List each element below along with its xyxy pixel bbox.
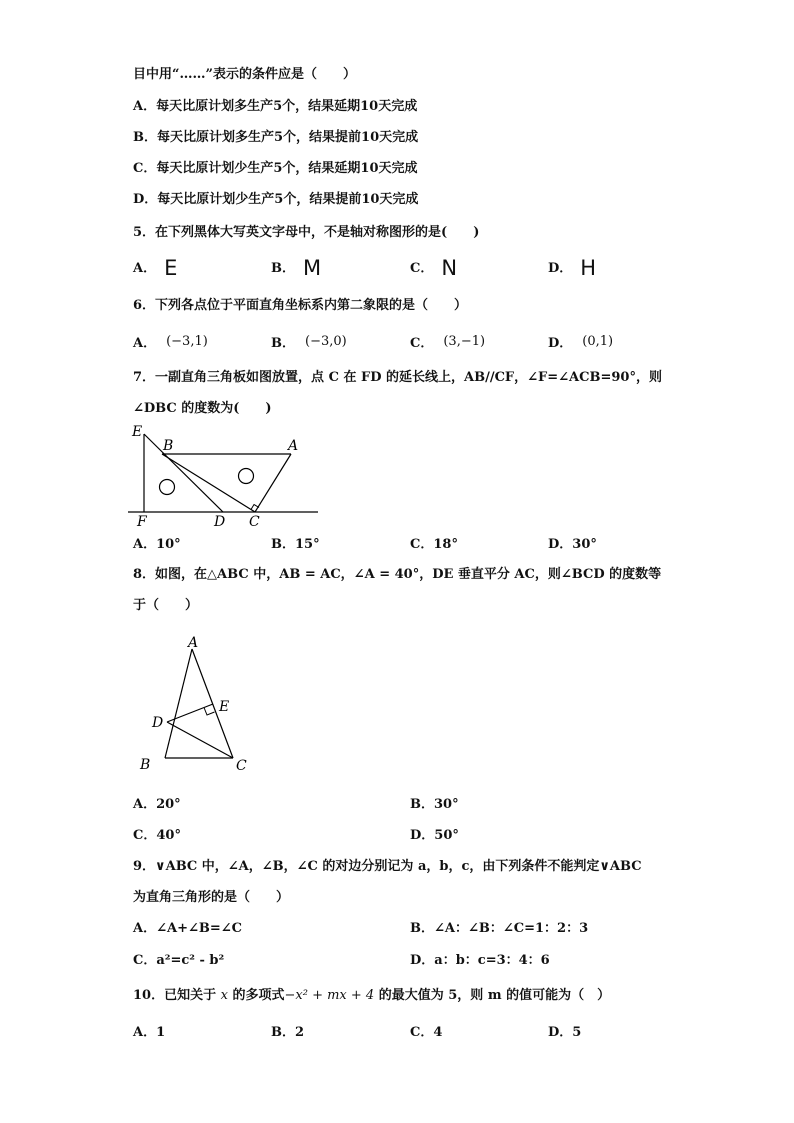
q7-label-a: A: [288, 438, 299, 454]
q8-stem-line2: 于（ ）: [133, 598, 199, 613]
q4-option-d: D．每天比原计划少生产5个，结果提前10天完成: [133, 192, 419, 207]
q7-stem-line2: ∠DBC 的度数为( ): [133, 401, 272, 416]
q8-option-d: D．50°: [410, 828, 459, 843]
q7-option-a: A．10°: [133, 537, 181, 552]
q8-label-b: B: [140, 757, 151, 773]
q8-right-angle-mark: [204, 708, 215, 716]
q5-stem: 5．在下列黑体大写英文字母中，不是轴对称图形的是( ): [133, 225, 480, 240]
q6-option-c-label: C．: [410, 336, 434, 351]
q6-option-b: [271, 334, 347, 352]
q10-stem: [133, 988, 610, 1004]
q10-option-c: C．4: [410, 1025, 443, 1040]
q8-option-a: A．20°: [133, 797, 181, 812]
q5-option-a-label: A．: [133, 261, 157, 276]
q4-option-b: B．每天比原计划多生产5个，结果提前10天完成: [133, 130, 419, 145]
q5-option-d-letter: H: [580, 256, 597, 280]
q6-stem: 6．下列各点位于平面直角坐标系内第二象限的是（ ）: [133, 298, 468, 313]
q6-option-b-point: (−3,0): [305, 334, 347, 349]
q10-option-a: A．1: [133, 1025, 166, 1040]
q7-label-d: D: [214, 514, 226, 530]
q6-option-a-label: A．: [133, 336, 157, 351]
q7-label-b: B: [163, 438, 174, 454]
q7-label-c: C: [249, 514, 260, 530]
q10-stem-mid: 的多项式: [232, 988, 285, 1003]
q7-label-e: E: [132, 424, 143, 440]
q8-label-d: D: [152, 715, 164, 731]
q5-option-c-label: C．: [410, 261, 434, 276]
q6-option-a: [133, 334, 208, 352]
q5-option-b: [271, 256, 322, 280]
q4-option-c: C．每天比原计划少生产5个，结果延期10天完成: [133, 161, 418, 176]
q8-label-c: C: [236, 758, 247, 774]
q5-option-d-label: D．: [548, 261, 573, 276]
q10-option-b: B．2: [271, 1025, 305, 1040]
q9-option-a: A．∠A+∠B=∠C: [133, 921, 242, 936]
q8-stem-line1: 8．如图，在△ABC 中，AB = AC，∠A = 40°，DE 垂直平分 AC，则∠BCD 的度数等: [133, 567, 662, 582]
q6-option-c-point: (3,−1): [443, 334, 486, 349]
q6-option-d: [548, 334, 613, 352]
q8-line-ab: [165, 649, 192, 758]
q9-option-d: D．a：b：c=3：4：6: [410, 953, 550, 968]
q7-line-ac: [255, 454, 291, 512]
q6-option-a-point: (−3,1): [166, 334, 208, 349]
q7-line-bc: [162, 454, 255, 512]
q9-stem-line2: 为直角三角形的是（ ）: [133, 890, 290, 905]
q8-label-a: A: [188, 635, 199, 651]
q7-hole-right: [239, 469, 254, 484]
q7-right-angle-mark: [251, 505, 259, 510]
q10-stem-polynomial: −x² + mx + 4: [284, 988, 375, 1003]
q7-figure: [128, 420, 328, 532]
q9-option-c: C．a²=c² - b²: [133, 953, 225, 968]
q5-option-b-label: B．: [271, 261, 295, 276]
q7-line-ed: [144, 434, 223, 512]
q7-option-b: B．15°: [271, 537, 320, 552]
q10-stem-prefix: 10．已知关于: [133, 988, 217, 1003]
q6-option-c: [410, 334, 485, 352]
q8-line-dc: [167, 722, 233, 758]
q7-hole-left: [160, 480, 175, 495]
q5-option-d: [548, 256, 597, 280]
q6-option-d-label: D．: [548, 336, 573, 351]
q9-option-b: B．∠A：∠B：∠C=1：2：3: [410, 921, 589, 936]
q10-stem-suffix: 的最大值为 5，则 m 的值可能为（ ）: [378, 988, 611, 1003]
q8-label-e: E: [219, 699, 230, 715]
q5-option-c-letter: N: [441, 256, 458, 280]
q5-option-a-letter: E: [164, 256, 178, 280]
q9-stem-line1: 9．∨ABC 中，∠A，∠B，∠C 的对边分别记为 a，b，c，由下列条件不能判定∨ABC: [133, 859, 642, 874]
q8-figure: [135, 632, 255, 777]
q7-option-d: D．30°: [548, 537, 597, 552]
q10-stem-variable: x: [220, 988, 228, 1003]
q5-option-a: [133, 256, 178, 280]
q10-option-d: D．5: [548, 1025, 582, 1040]
q5-option-b-letter: M: [303, 256, 322, 280]
q7-stem-line1: 7．一副直角三角板如图放置，点 C 在 FD 的延长线上，AB//CF，∠F=∠ACB=90°，则: [133, 370, 662, 385]
q5-option-c: [410, 256, 458, 280]
q7-label-f: F: [137, 514, 147, 530]
q4-option-a: A．每天比原计划多生产5个，结果延期10天完成: [133, 99, 418, 114]
q7-option-c: C．18°: [410, 537, 458, 552]
q8-option-b: B．30°: [410, 797, 459, 812]
q6-option-d-point: (0,1): [582, 334, 614, 349]
q8-option-c: C．40°: [133, 828, 181, 843]
q6-option-b-label: B．: [271, 336, 295, 351]
q4-stem-continuation: 目中用“……”表示的条件应是（ ）: [133, 67, 356, 82]
